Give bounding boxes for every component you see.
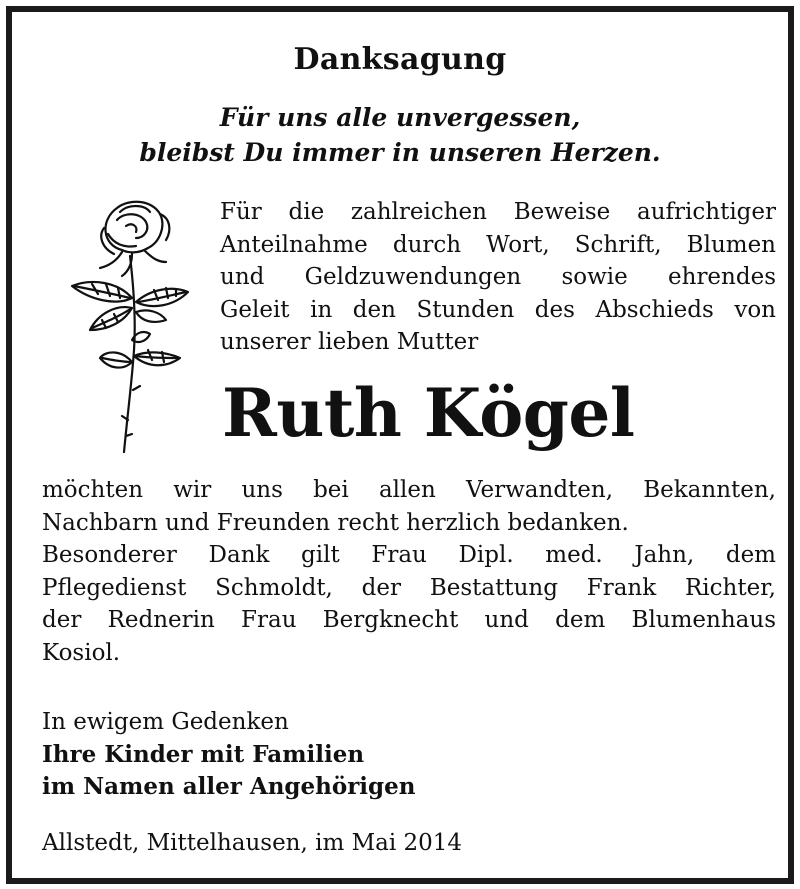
intro-line: Geleit in den Stunden des Abschieds von bbox=[220, 296, 776, 323]
signature-line: im Namen aller Angehörigen bbox=[42, 773, 416, 800]
intro-paragraph bbox=[220, 196, 776, 359]
motto-line: Für uns alle unvergessen, bbox=[219, 103, 581, 132]
notice-title: Danksagung bbox=[293, 42, 507, 77]
thanks-line: Nachbarn und Freunden recht herzlich bedanken. bbox=[42, 509, 629, 536]
notice-border bbox=[6, 6, 794, 884]
thanks-paragraph bbox=[42, 474, 776, 669]
thanks-line: Pflegedienst Schmoldt, der Bestattung Frank Richter, bbox=[42, 574, 776, 601]
intro-line: Anteilnahme durch Wort, Schrift, Blumen bbox=[220, 231, 776, 258]
rose-icon bbox=[62, 190, 202, 460]
intro-line: und Geldzuwendungen sowie ehrendes bbox=[220, 264, 776, 290]
thanks-line: möchten wir uns bei allen Verwandten, Bekannten, bbox=[42, 477, 776, 503]
place-date: Allstedt, Mittelhausen, im Mai 2014 bbox=[42, 830, 463, 856]
deceased-name: Ruth Kögel bbox=[222, 374, 635, 452]
signature-line: Ihre Kinder mit Familien bbox=[42, 740, 365, 768]
thanks-line: Kosiol. bbox=[42, 639, 121, 666]
remembrance-line: In ewigem Gedenken bbox=[42, 709, 289, 735]
closing-block bbox=[42, 706, 415, 804]
motto-line: bleibst Du immer in unseren Herzen. bbox=[139, 138, 661, 167]
intro-line: Für die zahlreichen Beweise aufrichtiger bbox=[220, 199, 776, 225]
thanks-line: der Rednerin Frau Bergknecht und dem Blumenhaus bbox=[42, 607, 776, 633]
motto bbox=[12, 100, 788, 170]
thanks-line: Besonderer Dank gilt Frau Dipl. med. Jahn, dem bbox=[42, 542, 776, 568]
intro-line: unserer lieben Mutter bbox=[220, 329, 479, 355]
